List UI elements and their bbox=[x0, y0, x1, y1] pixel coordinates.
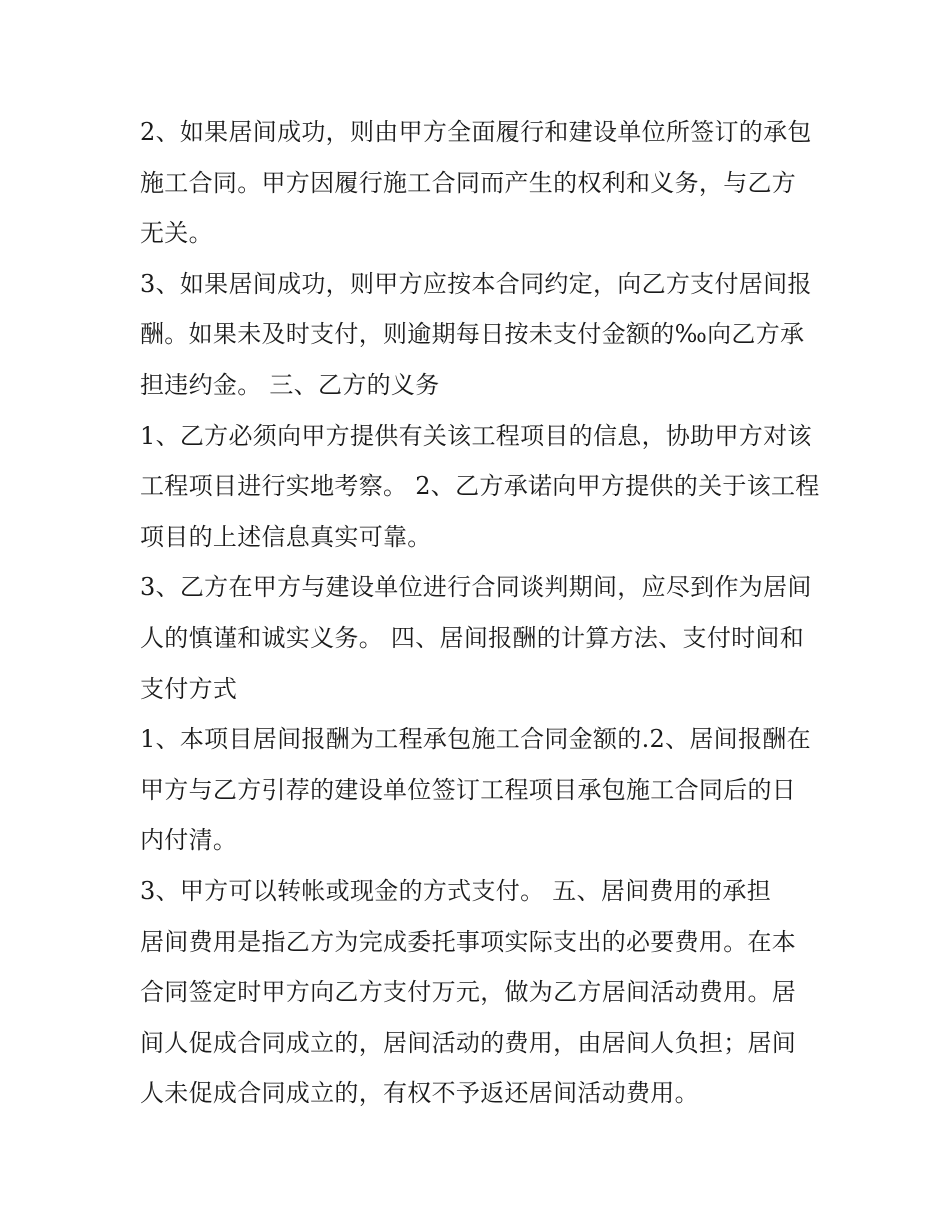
paragraph-clause-2-performance: 2、如果居间成功，则由甲方全面履行和建设单位所签订的承包施工合同。甲方因履行施工合同而产生的权利和义务，与乙方无关。 bbox=[140, 118, 812, 248]
paragraph-payment-method: 3、甲方可以转帐或现金的方式支付。 五、居间费用的承担 bbox=[140, 876, 771, 905]
paragraph-clause-3-payment: 3、如果居间成功，则甲方应按本合同约定，向乙方支付居间报酬。如果未及时支付，则逾期每日按未支付金额的‰向乙方承担违约金。 三、乙方的义务 bbox=[140, 269, 812, 399]
document-body bbox=[140, 107, 820, 1119]
paragraph-intermediary-expenses: 居间费用是指乙方为完成委托事项实际支出的必要费用。在本合同签定时甲方向乙方支付万元，做为乙方居间活动费用。居间人促成合同成立的，居间活动的费用，由居间人负担；居间人未促成合同成立的，有权不予返还居间活动费用。 bbox=[140, 927, 797, 1108]
paragraph-party-b-info: 1、乙方必须向甲方提供有关该工程项目的信息，协助甲方对该工程项目进行实地考察。 2、乙方承诺向甲方提供的关于该工程项目的上述信息真实可靠。 bbox=[140, 421, 820, 551]
paragraph-remuneration: 1、本项目居间报酬为工程承包施工合同金额的.2、居间报酬在甲方与乙方引荐的建设单位签订工程项目承包施工合同后的日内付清。 bbox=[140, 725, 811, 855]
paragraph-party-b-negotiation: 3、乙方在甲方与建设单位进行合同谈判期间，应尽到作为居间人的慎谨和诚实义务。 四、居间报酬的计算方法、支付时间和支付方式 bbox=[140, 573, 812, 703]
